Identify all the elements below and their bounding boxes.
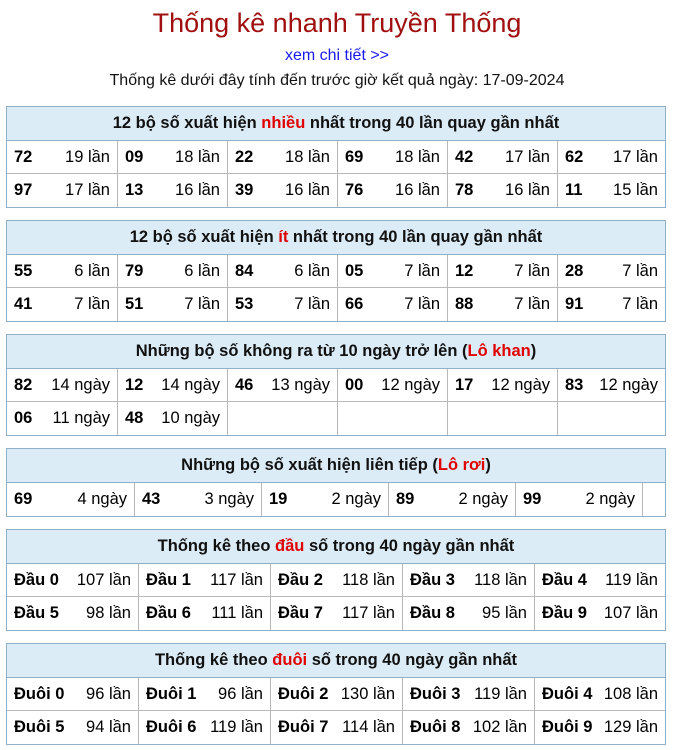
stat-count: 108 lần — [603, 685, 658, 703]
stat-count: 7 lần — [404, 262, 440, 280]
stat-number: 43 — [142, 490, 161, 508]
stat-cell — [118, 174, 228, 207]
stat-number: 48 — [125, 409, 144, 427]
stat-number: 19 — [269, 490, 288, 508]
see-details-link[interactable]: xem chi tiết >> — [284, 47, 390, 64]
stat-number: 12 — [455, 262, 474, 280]
stat-number: 53 — [235, 295, 254, 313]
empty-cell — [228, 402, 338, 435]
stat-cell — [271, 678, 403, 711]
stat-cell — [7, 711, 139, 744]
stat-number: 09 — [125, 148, 144, 166]
stat-number: Đầu 6 — [146, 604, 191, 622]
title-highlight: ít — [278, 228, 289, 246]
stat-cell — [558, 255, 665, 288]
stat-count: 7 lần — [74, 295, 110, 313]
stat-number: 66 — [345, 295, 364, 313]
stat-count: 98 lần — [86, 604, 131, 622]
stat-cell — [516, 483, 643, 516]
stat-count: 7 lần — [184, 295, 220, 313]
duoi-section — [6, 643, 666, 745]
stat-number: Đuôi 5 — [14, 718, 65, 736]
section-title: 12 bộ số xuất hiện nhiều nhất trong 40 lần quay gần nhất — [7, 107, 665, 141]
stat-number: 22 — [235, 148, 254, 166]
stat-count: 107 lần — [76, 571, 131, 589]
stat-count: 12 ngày — [599, 376, 658, 394]
stat-count: 2 ngày — [331, 490, 381, 508]
stat-cell — [535, 711, 665, 744]
stat-number: 62 — [565, 148, 584, 166]
stat-cell — [118, 141, 228, 174]
stat-cell — [7, 483, 135, 516]
stat-cell — [139, 711, 271, 744]
title-highlight: Lô rơi — [437, 456, 486, 474]
stat-count: 18 lần — [395, 148, 440, 166]
stat-count: 7 lần — [294, 295, 330, 313]
stat-cell — [338, 255, 448, 288]
stat-number: 12 — [125, 376, 144, 394]
stat-cell — [139, 678, 271, 711]
stat-cell — [403, 678, 535, 711]
stat-count: 2 ngày — [585, 490, 635, 508]
stat-cell — [118, 255, 228, 288]
stat-count: 17 lần — [505, 148, 550, 166]
stat-cell — [403, 564, 535, 597]
stat-cell — [448, 288, 558, 321]
stat-number: 51 — [125, 295, 144, 313]
stat-cell — [139, 564, 271, 597]
stat-number: Đầu 3 — [410, 571, 455, 589]
empty-cell — [448, 402, 558, 435]
stat-cell — [535, 678, 665, 711]
stat-count: 10 ngày — [161, 409, 220, 427]
stat-cell — [7, 369, 118, 402]
stat-count: 16 lần — [285, 181, 330, 199]
stat-cell — [118, 369, 228, 402]
stat-number: Đầu 0 — [14, 571, 59, 589]
stat-count: 13 ngày — [271, 376, 330, 394]
stat-cell — [535, 564, 665, 597]
stat-cell — [7, 255, 118, 288]
stat-cell — [338, 141, 448, 174]
stat-cell — [535, 597, 665, 630]
stat-count: 7 lần — [404, 295, 440, 313]
stat-count: 15 lần — [613, 181, 658, 199]
stat-count: 16 lần — [175, 181, 220, 199]
stat-count: 16 lần — [395, 181, 440, 199]
stat-cell — [7, 402, 118, 435]
stat-number: Đầu 5 — [14, 604, 59, 622]
lo-roi-section — [6, 448, 666, 517]
stat-count: 111 lần — [211, 604, 263, 622]
stat-count: 102 lần — [472, 718, 527, 736]
page-title: Thống kê nhanh Truyền Thống — [152, 8, 522, 38]
stat-count: 7 lần — [514, 262, 550, 280]
stat-number: 88 — [455, 295, 474, 313]
stat-cell — [7, 174, 118, 207]
stat-number: 05 — [345, 262, 364, 280]
stats-grid — [7, 564, 665, 630]
stat-number: 55 — [14, 262, 33, 280]
stats-grid — [7, 141, 665, 207]
stat-number: 83 — [565, 376, 584, 394]
stat-count: 11 ngày — [52, 409, 110, 427]
stat-number: 69 — [345, 148, 364, 166]
stat-count: 96 lần — [218, 685, 263, 703]
stat-count: 129 lần — [603, 718, 658, 736]
stat-number: 84 — [235, 262, 254, 280]
stat-number: 82 — [14, 376, 33, 394]
stat-count: 4 ngày — [77, 490, 127, 508]
stat-number: 00 — [345, 376, 364, 394]
least-frequent-section — [6, 220, 666, 322]
stat-count: 3 ngày — [204, 490, 254, 508]
stats-grid — [7, 678, 665, 744]
stat-cell — [338, 174, 448, 207]
most-frequent-section — [6, 106, 666, 208]
stat-count: 117 lần — [342, 604, 395, 622]
stat-cell — [7, 678, 139, 711]
stat-count: 7 lần — [622, 295, 658, 313]
stat-cell — [448, 255, 558, 288]
stat-number: Đầu 4 — [542, 571, 587, 589]
stat-number: 97 — [14, 181, 33, 199]
empty-cell — [338, 402, 448, 435]
stat-number: Đuôi 4 — [542, 685, 593, 703]
stats-grid — [7, 483, 665, 516]
stat-number: 76 — [345, 181, 364, 199]
stat-count: 94 lần — [86, 718, 131, 736]
stat-number: 17 — [455, 376, 474, 394]
stat-count: 14 ngày — [161, 376, 220, 394]
stat-number: Đuôi 2 — [278, 685, 329, 703]
stat-count: 18 lần — [175, 148, 220, 166]
stat-cell — [403, 711, 535, 744]
stat-cell — [338, 369, 448, 402]
stat-count: 118 lần — [474, 571, 527, 589]
stat-count: 12 ngày — [491, 376, 550, 394]
stat-number: Đuôi 0 — [14, 685, 65, 703]
stat-number: Đầu 2 — [278, 571, 323, 589]
stat-cell — [139, 597, 271, 630]
stat-count: 119 lần — [605, 571, 658, 589]
stat-cell — [558, 141, 665, 174]
stat-count: 19 lần — [65, 148, 110, 166]
title-highlight: đuôi — [272, 651, 308, 669]
stat-number: Đuôi 9 — [542, 718, 593, 736]
stat-count: 95 lần — [482, 604, 527, 622]
stat-cell — [228, 255, 338, 288]
stat-number: 99 — [523, 490, 542, 508]
stat-number: Đuôi 1 — [146, 685, 197, 703]
stat-cell — [389, 483, 516, 516]
stat-number: Đầu 7 — [278, 604, 323, 622]
stat-number: 78 — [455, 181, 474, 199]
stat-count: 96 lần — [86, 685, 131, 703]
stat-cell — [338, 288, 448, 321]
stat-number: Đầu 1 — [146, 571, 191, 589]
stat-count: 119 lần — [210, 718, 263, 736]
stat-count: 17 lần — [65, 181, 110, 199]
stat-count: 14 ngày — [51, 376, 110, 394]
stat-number: Đuôi 6 — [146, 718, 197, 736]
stat-number: 13 — [125, 181, 144, 199]
stats-grid — [7, 255, 665, 321]
stat-number: 89 — [396, 490, 415, 508]
stat-number: 91 — [565, 295, 584, 313]
dau-section — [6, 529, 666, 631]
stat-cell — [558, 369, 665, 402]
stat-cell — [228, 141, 338, 174]
stat-cell — [7, 288, 118, 321]
stat-count: 119 lần — [474, 685, 527, 703]
stat-cell — [271, 597, 403, 630]
stat-cell — [448, 174, 558, 207]
stat-number: Đuôi 3 — [410, 685, 461, 703]
stat-cell — [118, 288, 228, 321]
stat-count: 107 lần — [603, 604, 658, 622]
stat-count: 6 lần — [184, 262, 220, 280]
empty-cell — [643, 483, 665, 516]
stat-number: 11 — [565, 181, 583, 199]
stat-count: 118 lần — [342, 571, 395, 589]
lo-khan-section — [6, 334, 666, 436]
stat-count: 117 lần — [210, 571, 263, 589]
stat-cell — [7, 597, 139, 630]
section-title: Thống kê theo đuôi số trong 40 ngày gần nhất — [7, 644, 665, 678]
stat-cell — [228, 369, 338, 402]
section-title: Những bộ số không ra từ 10 ngày trở lên (Lô khan) — [7, 335, 665, 369]
stat-count: 6 lần — [74, 262, 110, 280]
stat-cell — [403, 597, 535, 630]
stat-cell — [228, 288, 338, 321]
stat-number: 39 — [235, 181, 254, 199]
title-highlight: nhiều — [261, 114, 306, 132]
section-title: Thống kê theo đầu số trong 40 ngày gần nhất — [7, 530, 665, 564]
stat-cell — [448, 141, 558, 174]
stat-number: 28 — [565, 262, 584, 280]
stat-number: 69 — [14, 490, 33, 508]
stat-cell — [271, 564, 403, 597]
stat-count: 7 lần — [514, 295, 550, 313]
stat-cell — [558, 174, 665, 207]
stat-number: 42 — [455, 148, 474, 166]
stat-cell — [271, 711, 403, 744]
stat-cell — [558, 288, 665, 321]
section-title: 12 bộ số xuất hiện ít nhất trong 40 lần quay gần nhất — [7, 221, 665, 255]
stat-count: 17 lần — [613, 148, 658, 166]
stat-count: 12 ngày — [381, 376, 440, 394]
stat-count: 114 lần — [342, 718, 395, 736]
stat-number: Đầu 8 — [410, 604, 455, 622]
title-highlight: Lô khan — [467, 342, 531, 360]
stat-count: 16 lần — [505, 181, 550, 199]
stat-cell — [262, 483, 389, 516]
stat-number: 06 — [14, 409, 33, 427]
stat-number: Đuôi 8 — [410, 718, 461, 736]
stats-grid — [7, 369, 665, 435]
stat-number: 41 — [14, 295, 33, 313]
stat-number: Đầu 9 — [542, 604, 587, 622]
stat-cell — [228, 174, 338, 207]
page-subtitle: Thống kê dưới đây tính đến trước giờ kết quả ngày: 17-09-2024 — [109, 72, 565, 89]
stat-cell — [448, 369, 558, 402]
stat-cell — [7, 564, 139, 597]
stat-number: 79 — [125, 262, 144, 280]
stat-number: 72 — [14, 148, 33, 166]
stat-count: 2 ngày — [458, 490, 508, 508]
empty-cell — [558, 402, 665, 435]
stat-number: Đuôi 7 — [278, 718, 329, 736]
stat-count: 130 lần — [340, 685, 395, 703]
stat-cell — [135, 483, 262, 516]
stat-count: 7 lần — [622, 262, 658, 280]
stat-cell — [118, 402, 228, 435]
stat-count: 18 lần — [285, 148, 330, 166]
title-highlight: đầu — [275, 537, 305, 555]
stat-cell — [7, 141, 118, 174]
stat-count: 6 lần — [294, 262, 330, 280]
stat-number: 46 — [235, 376, 254, 394]
section-title: Những bộ số xuất hiện liên tiếp (Lô rơi) — [7, 449, 665, 483]
